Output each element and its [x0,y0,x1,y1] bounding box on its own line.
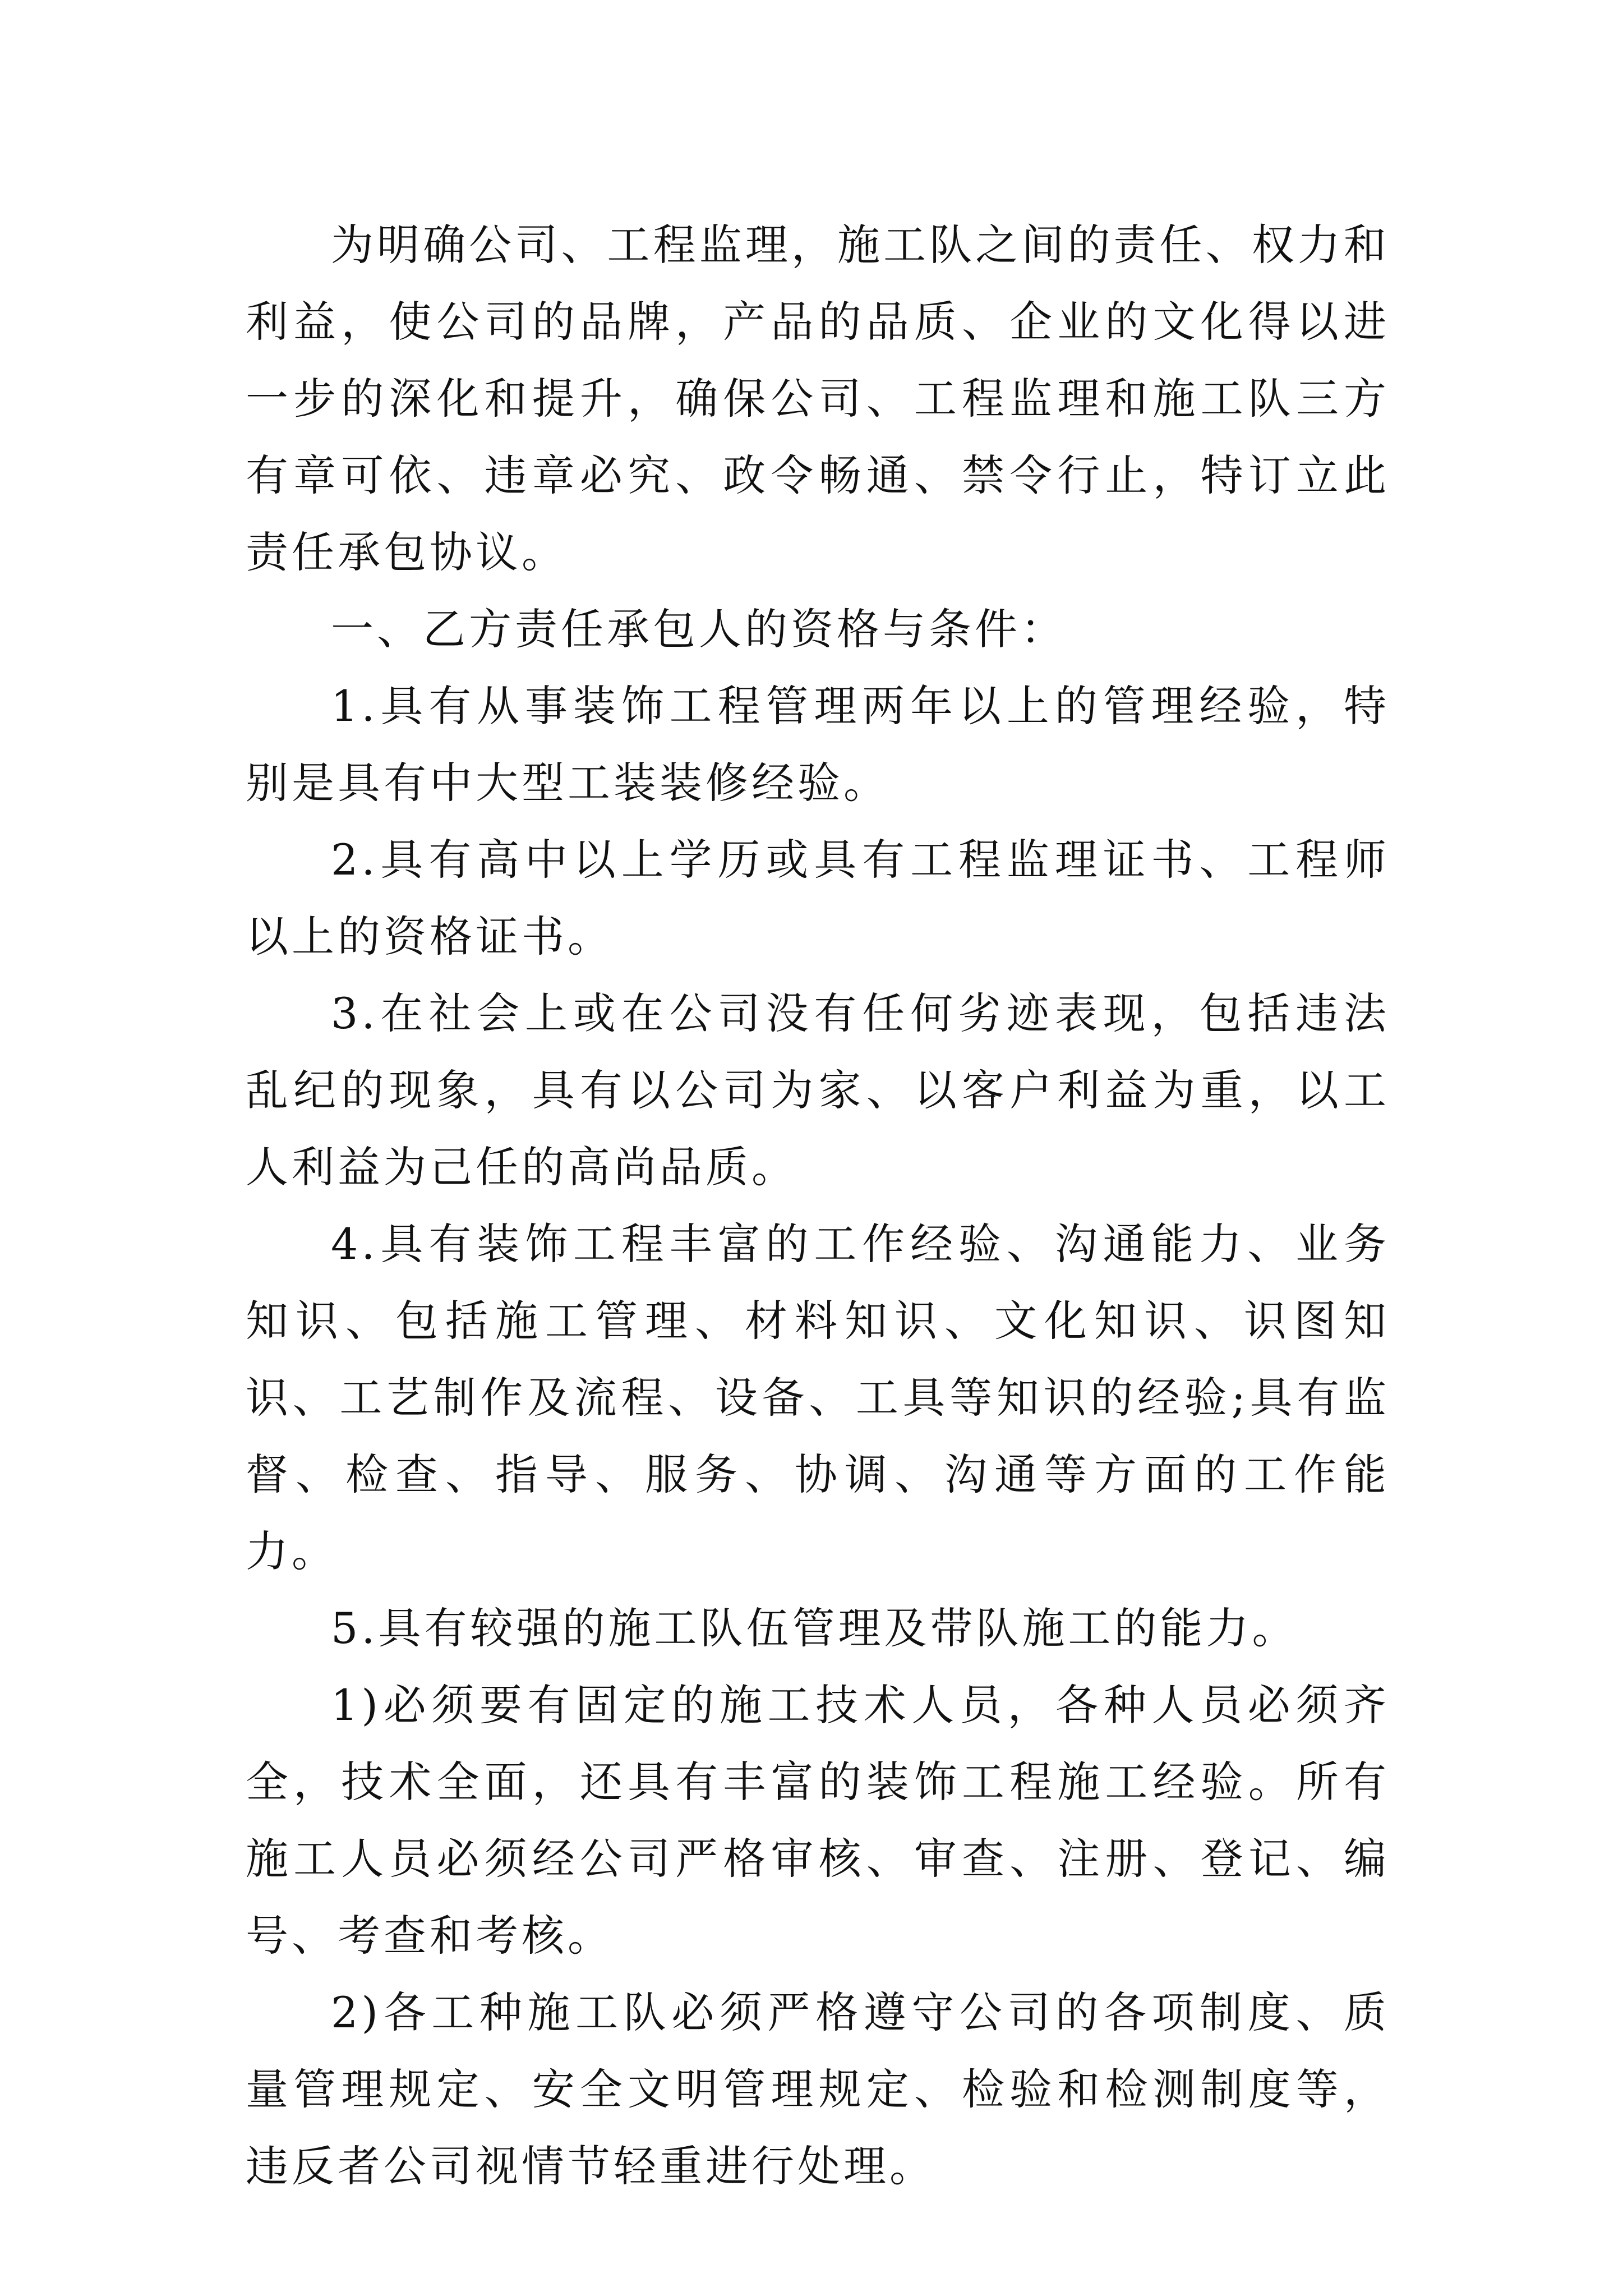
section-heading: 一、乙方责任承包人的资格与条件： [331,604,1067,654]
sub-clause-2: 2)各工种施工队必须严格遵守公司的各项制度、质量管理规定、安全文明管理规定、检验和检测制度等，违反者公司视情节轻重进行处理。 [246,1987,1390,2191]
clause-5: 5.具有较强的施工队伍管理及带队施工的能力。 [331,1603,1298,1653]
clause-4: 4.具有装饰工程丰富的工作经验、沟通能力、业务知识、包括施工管理、材料知识、文化知识、识图知识、工艺制作及流程、设备、工具等知识的经验;具有监督、检查、指导、服务、协调、沟通等方面的工作能力。 [246,1219,1390,1576]
intro-paragraph: 为明确公司、工程监理，施工队之间的责任、权力和利益，使公司的品牌，产品的品质、企业的文化得以进一步的深化和提升，确保公司、工程监理和施工队三方有章可依、违章必究、政令畅通、禁令行止，特订立此责任承包协议。 [246,220,1390,577]
clause-2: 2.具有高中以上学历或具有工程监理证书、工程师以上的资格证书。 [246,835,1390,961]
sub-clause-1: 1)必须要有固定的施工技术人员，各种人员必须齐全，技术全面，还具有丰富的装饰工程施工经验。所有施工人员必须经公司严格审核、审查、注册、登记、编号、考查和考核。 [246,1680,1390,1961]
document-body [246,206,1390,2205]
clause-3: 3.在社会上或在公司没有任何劣迹表现，包括违法乱纪的现象，具有以公司为家、以客户利益为重，以工人利益为己任的高尚品质。 [246,988,1390,1192]
clause-1: 1.具有从事装饰工程管理两年以上的管理经验，特别是具有中大型工装装修经验。 [246,681,1390,808]
